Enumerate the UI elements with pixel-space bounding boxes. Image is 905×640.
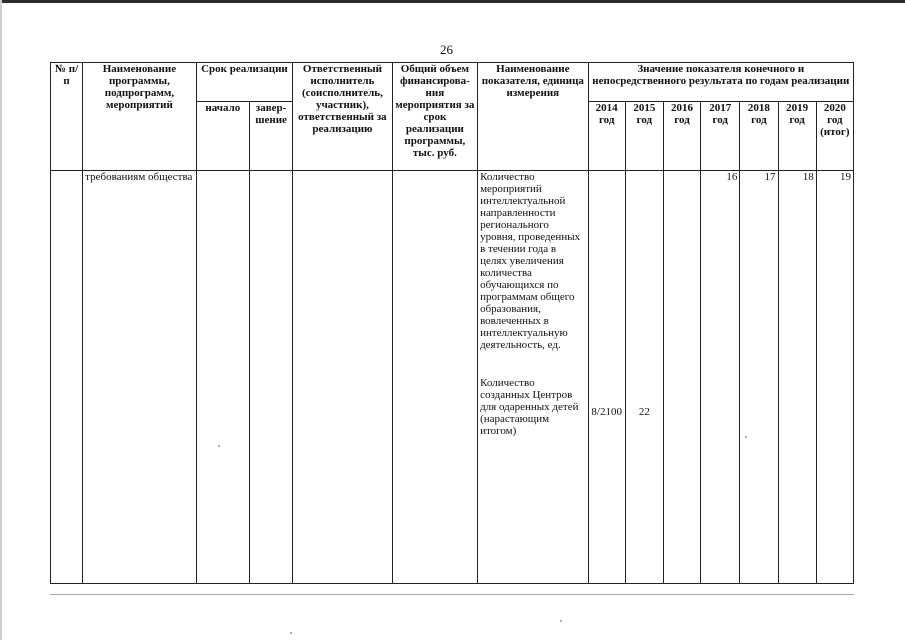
- program-table: [50, 62, 854, 584]
- cell-term-start: [196, 171, 249, 584]
- scan-speck: [745, 436, 747, 438]
- cell-2015: [625, 171, 663, 584]
- cell-2019: [778, 171, 816, 584]
- header-term-start: начало: [196, 102, 249, 171]
- indicator-1-text: Количество мероприятий интеллектуальной направленности регионального уровня, проведенных в течении года в целях увеличения количества обучающихся по программам общего образования, вовлеченных в интеллектуальную деятельность, ед.: [480, 171, 581, 351]
- header-responsible: Ответственный исполнитель (соисполнитель, участник), ответственный за реализацию: [293, 63, 392, 171]
- value-2: 22: [638, 406, 650, 418]
- cell-funding: [392, 171, 477, 584]
- header-year: 2020 год (итог): [816, 102, 853, 171]
- table-row: [51, 171, 854, 584]
- cell-term-end: [249, 171, 292, 584]
- cell-2020: [816, 171, 853, 584]
- scan-speck: [560, 620, 562, 622]
- cell-2014: [588, 171, 625, 584]
- cell-indicator: [478, 171, 589, 584]
- header-term: Срок реализации: [196, 63, 292, 102]
- cell-2018: [740, 171, 778, 584]
- header-indicator: Наименование показателя, единица измерения: [478, 63, 589, 171]
- header-year: 2014 год: [588, 102, 625, 171]
- header-term-end: завер-шение: [249, 102, 292, 171]
- header-year: 2015 год: [625, 102, 663, 171]
- value-1: 17: [764, 171, 776, 183]
- header-values-group: Значение показателя конечного и непосредственного результата по годам реализации: [588, 63, 853, 102]
- indicator-2-text: Количество созданных Центров для одаренных детей (нарастающим итогом): [480, 377, 579, 437]
- value-1: 18: [802, 171, 814, 183]
- scan-speck: [218, 445, 220, 447]
- value-1: 19: [840, 171, 851, 183]
- header-funding: Общий объем финансирова-ния мероприятия за срок реализации программы, тыс. руб.: [392, 63, 477, 171]
- cell-2016: [663, 171, 700, 584]
- cell-responsible: [293, 171, 392, 584]
- scan-edge-left: [0, 0, 2, 640]
- cell-num: [51, 171, 83, 584]
- header-year: 2018 год: [740, 102, 778, 171]
- page-number: 26: [440, 42, 453, 57]
- value-1: 16: [726, 171, 738, 183]
- value-2: 8/2100: [591, 406, 622, 418]
- scan-edge: [0, 0, 905, 3]
- header-year: 2019 год: [778, 102, 816, 171]
- scan-speck: [290, 632, 292, 634]
- header-num: № п/п: [51, 63, 83, 171]
- cell-name: требованиям общества: [83, 171, 197, 584]
- header-name: Наименование программы, подпрограмм, мероприятий: [83, 63, 197, 171]
- header-year: 2017 год: [701, 102, 740, 171]
- header-year: 2016 год: [663, 102, 700, 171]
- scan-rule: [50, 594, 854, 595]
- cell-2017: [701, 171, 740, 584]
